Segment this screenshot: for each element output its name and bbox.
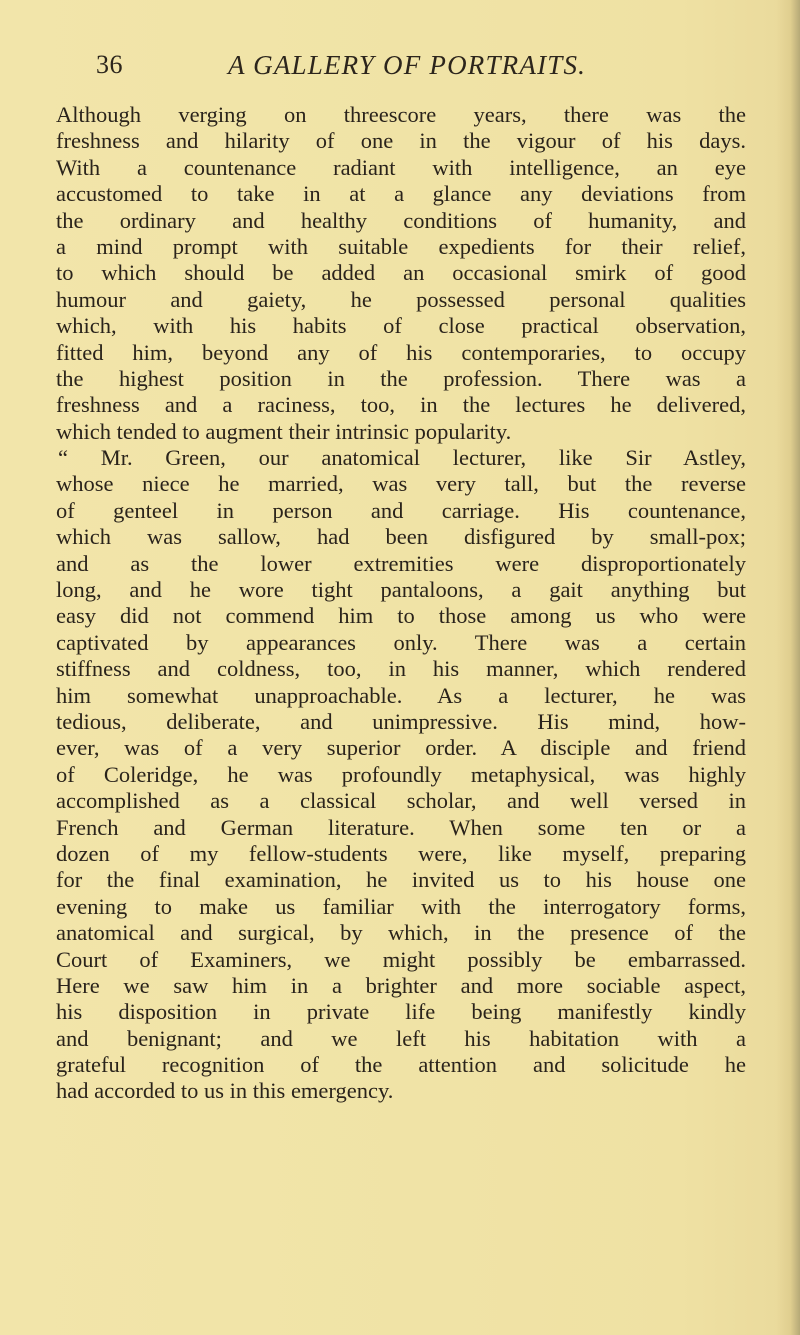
- text-line: and as the lower extremities were disproportionately: [56, 550, 746, 576]
- text-line: fitted him, beyond any of his contemporaries, to occupy: [56, 339, 746, 365]
- text-line: him somewhat unapproachable. As a lecturer, he was: [56, 682, 746, 708]
- text-line: dozen of my fellow-students were, like myself, preparing: [56, 840, 746, 866]
- text-line: easy did not commend him to those among us who were: [56, 603, 746, 629]
- text-line: humour and gaiety, he possessed personal qualities: [56, 286, 746, 312]
- text-line: the highest position in the profession. There was a: [56, 365, 746, 391]
- text-line: and benignant; and we left his habitation with a: [56, 1025, 746, 1051]
- text-line: “ Mr. Green, our anatomical lecturer, like Sir Astley,: [58, 445, 746, 471]
- text-line: captivated by appearances only. There was a certain: [56, 629, 746, 655]
- text-line: a mind prompt with suitable expedients for their relief,: [56, 233, 746, 259]
- text-line: for the final examination, he invited us to his house one: [56, 867, 746, 893]
- text-line: anatomical and surgical, by which, in the presence of the: [56, 920, 746, 946]
- page-edge-shadow: [776, 0, 800, 1335]
- text-line: With a countenance radiant with intelligence, an eye: [56, 154, 746, 180]
- page-number: 36: [96, 50, 123, 79]
- text-line: of Coleridge, he was profoundly metaphysical, was highly: [56, 761, 746, 787]
- text-line: grateful recognition of the attention and solicitude he: [56, 1052, 746, 1078]
- running-title: A GALLERY OF PORTRAITS.: [228, 50, 587, 80]
- text-line: of genteel in person and carriage. His countenance,: [56, 497, 746, 523]
- body-text: [56, 102, 746, 1105]
- text-line: the ordinary and healthy conditions of humanity, and: [56, 207, 746, 233]
- text-line: evening to make us familiar with the interrogatory forms,: [56, 893, 746, 919]
- text-line: accomplished as a classical scholar, and well versed in: [56, 788, 746, 814]
- text-line: which was sallow, had been disfigured by small-pox;: [56, 524, 746, 550]
- text-line: to which should be added an occasional smirk of good: [56, 260, 746, 286]
- text-line: ever, was of a very superior order. A disciple and friend: [56, 735, 746, 761]
- text-line: freshness and a raciness, too, in the lectures he delivered,: [56, 392, 746, 418]
- text-line: stiffness and coldness, too, in his manner, which rendered: [56, 656, 746, 682]
- text-line: Here we saw him in a brighter and more sociable aspect,: [56, 972, 746, 998]
- text-line: Although verging on threescore years, there was the: [56, 102, 746, 127]
- text-line: accustomed to take in at a glance any deviations from: [56, 181, 746, 207]
- text-line: which tended to augment their intrinsic popularity.: [56, 418, 512, 444]
- text-line: which, with his habits of close practical observation,: [56, 313, 746, 339]
- text-line: freshness and hilarity of one in the vigour of his days.: [56, 128, 746, 154]
- text-line: his disposition in private life being manifestly kindly: [56, 999, 746, 1025]
- text-line: tedious, deliberate, and unimpressive. His mind, how-: [56, 708, 746, 734]
- text-line: long, and he wore tight pantaloons, a gait anything but: [56, 577, 746, 603]
- text-line: had accorded to us in this emergency.: [56, 1078, 394, 1104]
- text-line: French and German literature. When some ten or a: [56, 814, 746, 840]
- text-line: Court of Examiners, we might possibly be embarrassed.: [56, 946, 746, 972]
- text-line: whose niece he married, was very tall, but the reverse: [56, 471, 746, 497]
